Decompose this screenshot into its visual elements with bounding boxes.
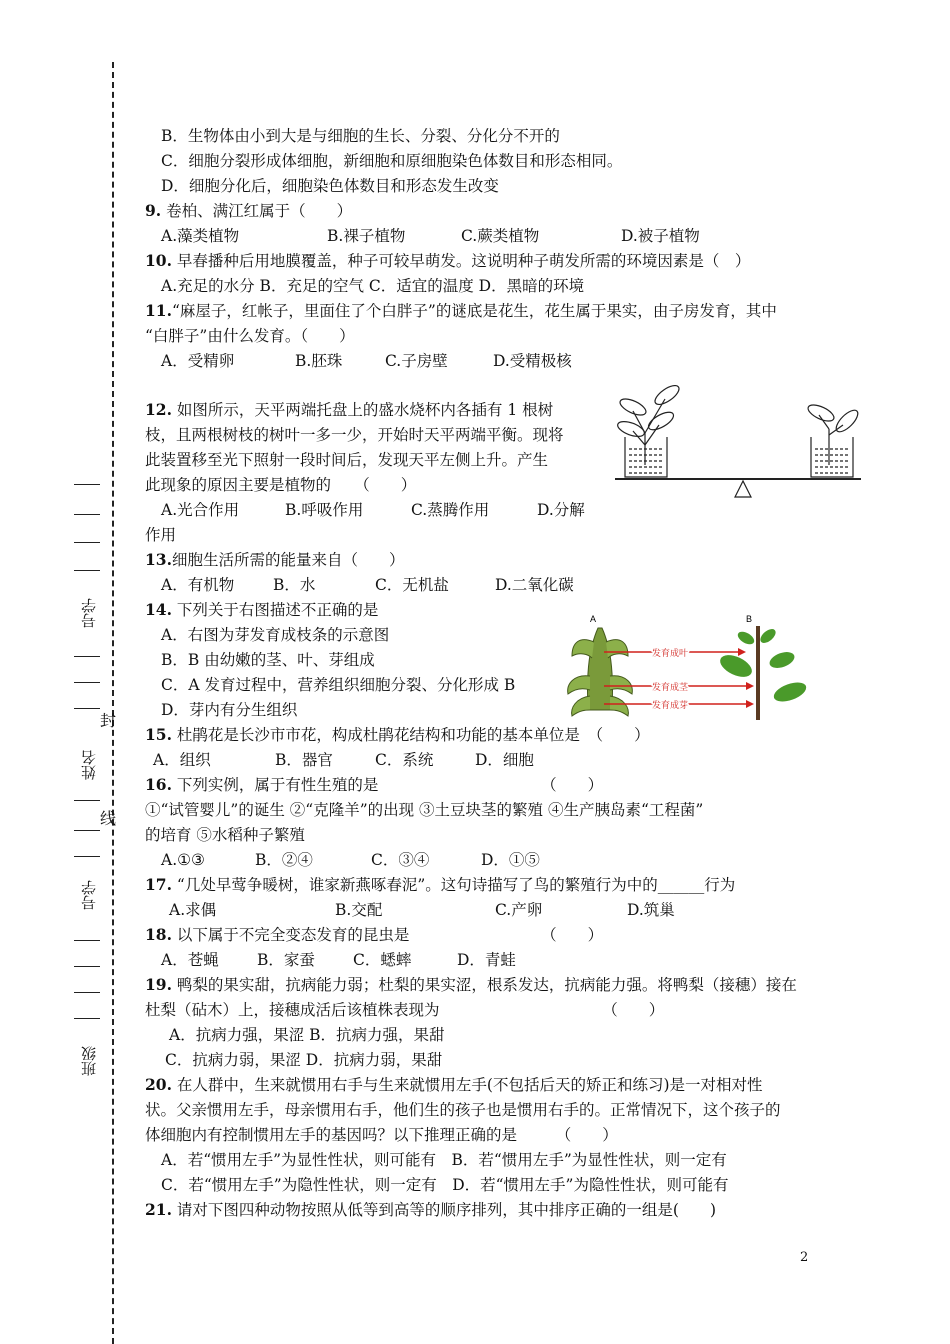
underline — [74, 800, 100, 801]
arrow-bud-label: 发育成芽 — [652, 701, 689, 711]
question-10 — [145, 251, 750, 271]
question-number: 15. — [145, 725, 172, 744]
option-c: C.蒸腾作用 — [411, 501, 490, 519]
question-number: 14. — [145, 600, 172, 619]
question-text: 早春播种后用地膜覆盖，种子可较早萌发。这说明种子萌发所需的环境因素是（ ） — [171, 252, 751, 270]
underline — [74, 830, 100, 831]
question-15 — [145, 725, 650, 745]
underline — [74, 514, 100, 515]
question-text: 请对下图四种动物按照从低等到高等的顺序排列，其中排序正确的一组是( ) — [171, 1201, 716, 1219]
leaf — [736, 629, 757, 647]
option-b: B．水 — [273, 576, 316, 594]
question-number: 18. — [145, 925, 172, 944]
balance-figure — [615, 385, 865, 503]
options-ab: A．抗病力强，果涩 B．抗病力强，果甜 — [169, 1026, 445, 1044]
question-text-cont: 状。父亲惯用左手，母亲惯用右手，他们生的孩子也是惯用右手的。正常情况下，这个孩子的 — [145, 1101, 781, 1119]
question-text-cont: 体细胞内有控制惯用左手的基因吗？以下推理正确的是 （ ） — [145, 1126, 618, 1144]
options-cd: C．若“惯用左手”为隐性性状，则一定有 D．若“惯用左手”为隐性性状，则可能有 — [161, 1176, 729, 1194]
arrow-stem-label: 发育成茎 — [652, 683, 689, 693]
question-text: 杜鹃花是长沙市市花，构成杜鹃花结构和功能的基本单位是 （ ） — [171, 726, 650, 744]
figure-label-a: A — [590, 614, 597, 624]
options-ab: A．若“惯用左手”为显性性状，则可能有 B．若“惯用左手”为显性性状，则一定有 — [161, 1151, 727, 1169]
question-text: 卷柏、满江红属于（ ） — [161, 202, 353, 220]
underline — [74, 966, 100, 967]
option-c: C.产卵 — [495, 901, 543, 919]
question-17 — [145, 875, 735, 895]
question-text: 在人群中，生来就惯用右手与生来就惯用左手(不包括后天的矫正和练习)是一对相对性 — [171, 1076, 763, 1094]
question-text: 以下属于不完全变态发育的昆虫是 （ ） — [171, 926, 604, 944]
question-number: 19. — [145, 975, 172, 994]
class-label: 班级 — [80, 1046, 98, 1076]
underline — [74, 992, 100, 993]
leaf — [758, 626, 778, 645]
right-beaker — [811, 437, 853, 477]
underline — [74, 484, 100, 485]
leaf — [717, 651, 755, 682]
option-d: D．①⑤ — [481, 851, 540, 869]
option-c: C．蟋蟀 — [353, 951, 412, 969]
option-c: C.蕨类植物 — [461, 227, 540, 245]
option-a: A．右图为芽发育成枝条的示意图 — [161, 626, 390, 644]
bud-a — [568, 628, 633, 716]
question-text: 下列实例，属于有性生殖的是 （ ） — [171, 776, 604, 794]
options-cd: C．抗病力弱，果涩 D．抗病力弱，果甜 — [165, 1051, 443, 1069]
question-text: 如图所示，天平两端托盘上的盛水烧杯内各插有 1 根树 — [171, 401, 554, 419]
question-number: 17. — [145, 875, 172, 894]
option-a: A．苍蝇 — [161, 951, 219, 969]
question-text-cont: 此装置移至光下照射一段时间后，发现天平左侧上升。产生 — [145, 451, 549, 469]
question-text: 下列关于右图描述不正确的是 — [171, 601, 379, 619]
question-number: 11. — [145, 301, 172, 320]
question-number: 13. — [145, 550, 172, 569]
leaf — [771, 679, 808, 706]
option-d: D．芽内有分生组织 — [161, 701, 298, 719]
option-d: D．青蛙 — [457, 951, 516, 969]
question-number: 20. — [145, 1075, 172, 1094]
question-text: “麻屋子，红帐子，里面住了个白胖子”的谜底是花生，花生属于果实，由子房发育，其中 — [171, 302, 777, 320]
underline — [74, 682, 100, 683]
question-text-cont: 此现象的原因主要是植物的 （ ） — [145, 476, 417, 494]
question-number: 12. — [145, 400, 172, 419]
option-b: B.呼吸作用 — [285, 501, 364, 519]
option-d-cont: 作用 — [145, 526, 177, 544]
option-a: A．组织 — [153, 751, 211, 769]
figure-label-b: B — [746, 614, 753, 624]
underline — [74, 542, 100, 543]
option-c: C．系统 — [375, 751, 434, 769]
question-text-cont: 杜梨（砧木）上，接穗成活后该植株表现为 （ ） — [145, 1001, 665, 1019]
bud-development-figure — [560, 612, 810, 720]
question-9 — [145, 201, 352, 221]
underline — [74, 708, 100, 709]
question-text-cont: 的培育 ⑤水稻种子繁殖 — [145, 826, 305, 844]
underline — [74, 656, 100, 657]
option-a: A.求偶 — [169, 901, 217, 919]
question-text: 细胞生活所需的能量来自（ ） — [171, 551, 405, 569]
option-b: B.裸子植物 — [327, 227, 406, 245]
student-number-label: 号学 — [80, 598, 98, 628]
question-16 — [145, 775, 603, 795]
option-a: A.①③ — [161, 851, 205, 869]
option-b: B．B 由幼嫩的茎、叶、芽组成 — [161, 651, 375, 669]
arrow-leaf-label: 发育成叶 — [652, 649, 689, 659]
question-text-cont: ①“试管婴儿”的诞生 ②“克隆羊”的出现 ③土豆块茎的繁殖 ④生产胰岛素“工程菌” — [145, 801, 704, 819]
underline — [74, 1018, 100, 1019]
underline — [74, 570, 100, 571]
question-18 — [145, 925, 603, 945]
option-b: B.胚珠 — [295, 352, 343, 370]
question-11 — [145, 301, 777, 321]
option-line: C．细胞分裂形成体细胞，新细胞和原细胞染色体数目和形态相同。 — [161, 152, 623, 170]
option-a: A．有机物 — [161, 576, 235, 594]
question-13 — [145, 550, 404, 570]
balance-fulcrum — [735, 481, 751, 497]
page-number: 2 — [800, 1250, 809, 1265]
underline — [74, 856, 100, 857]
option-a: A．受精卵 — [161, 352, 235, 370]
option-d: D．细胞 — [475, 751, 534, 769]
option-c: C．A 发育过程中，营养组织细胞分裂、分化形成 B — [161, 676, 516, 694]
question-number: 16. — [145, 775, 172, 794]
option-d: D.分解 — [537, 501, 585, 519]
option-b: B．②④ — [255, 851, 313, 869]
option-b: B．家蚕 — [257, 951, 315, 969]
left-branch-leaves — [616, 385, 682, 465]
question-21 — [145, 1200, 716, 1220]
question-14 — [145, 600, 378, 620]
question-text: “几处早莺争暖树，谁家新燕啄春泥”。这句诗描写了鸟的繁殖行为中的______行为 — [171, 876, 736, 894]
line-mark: 线 — [100, 809, 117, 828]
question-number: 9. — [145, 201, 162, 220]
option-b: B．器官 — [275, 751, 333, 769]
option-c: C.子房壁 — [385, 352, 448, 370]
question-number: 10. — [145, 251, 172, 270]
option-d: D.被子植物 — [621, 227, 700, 245]
options-line: A.充足的水分 B．充足的空气 C．适宜的温度 D．黑暗的环境 — [161, 277, 585, 295]
option-d: D.二氧化碳 — [495, 576, 574, 594]
seal-mark: 封 — [100, 711, 117, 730]
option-a: A.藻类植物 — [161, 227, 240, 245]
option-b: B.交配 — [335, 901, 383, 919]
option-line: B．生物体由小到大是与细胞的生长、分裂、分化分不开的 — [161, 127, 560, 145]
question-20 — [145, 1075, 763, 1095]
question-number: 21. — [145, 1200, 172, 1219]
branch-b — [717, 626, 809, 720]
name-label: 姓名 — [80, 750, 98, 780]
option-a: A.光合作用 — [161, 501, 240, 519]
option-d: D.受精极核 — [493, 352, 572, 370]
question-12 — [145, 400, 553, 420]
option-c: C．无机盐 — [375, 576, 449, 594]
binding-margin — [60, 470, 130, 1090]
question-text-cont: “白胖子”由什么发育。（ ） — [145, 327, 355, 345]
leaf — [767, 649, 796, 671]
option-line: D．细胞分化后，细胞染色体数目和形态发生改变 — [161, 177, 499, 195]
question-text: 鸭梨的果实甜，抗病能力弱；杜梨的果实涩，根系发达，抗病能力强。将鸭梨（接穗）接在 — [171, 976, 797, 994]
question-text-cont: 枝，且两根树枝的树叶一多一少，开始时天平两端平衡。现将 — [145, 426, 564, 444]
option-c: C．③④ — [371, 851, 430, 869]
question-19 — [145, 975, 797, 995]
underline — [74, 940, 100, 941]
exam-number-label: 号学 — [80, 880, 98, 910]
option-d: D.筑巢 — [627, 901, 675, 919]
